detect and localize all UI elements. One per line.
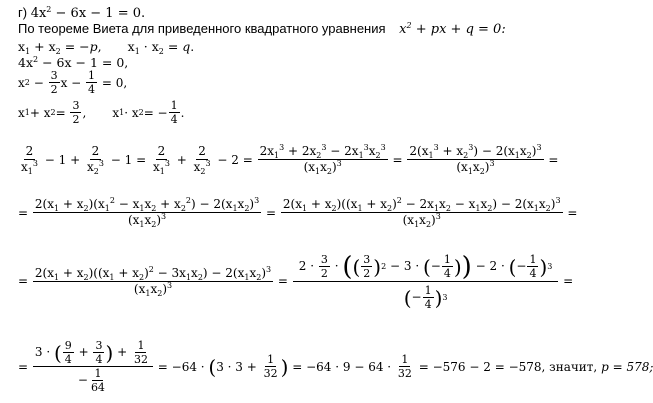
expression-step-2: = $\frac{2(x_1 + x_2)(x_1^2 - x_1x_2 + x_2^2) - 2(x_1x_2)^3}{(x_1x_2)^3}$ = $\frac{2(x_1 + x_2)((x_1 + x_2)^2 - 2x_1x_2 - x_1x_2) - 2(x_1x_2)^3}{(x_1x_2)^3}$ = (18, 196, 578, 229)
final-answer: p = 578; (601, 359, 653, 374)
equation-reduced: x 2 − $\frac{3}{2}$ x − $\frac{1}{4}$ = 0, (18, 69, 128, 96)
expression-result: = 3 · ( $\frac{9}{4}$ + $\frac{3}{4}$ ) + $\frac{1}{32}$ − $\frac{1}{64}$ = −64 · ( 3 · 3 + $\frac{1}{32}$ ) = −64 · 9 − 64 · $\frac{1}{32}$ = −576 − 2 = −578, значит, p = 578; (18, 339, 653, 394)
conclusion-word: значит, (549, 359, 598, 374)
vieta-values: x 1 + x 2 = $\frac{3}{2}$ , x 1 · x 2 = − $\frac{1}{4}$ . (18, 99, 185, 126)
vieta-intro-text: По теореме Виета для приведенного квадратного уравнения (18, 21, 386, 36)
expression-step-3: = $\frac{2(x_1 + x_2)((x_1 + x_2)^2 - 3x_1x_2) - 2(x_1x_2)^3}{(x_1x_2)^3}$ = 2 · $\frac{3}{2}$ · ( ( $\frac{3}{2}$ ) 2 − 3 · ( − $\frac{1}{4}$ ) ) − 2 · ( − $\frac{1}{4}$ ) 3 ( − $\frac{1}{4}$ ) 3 = (18, 251, 574, 311)
expression-step-1: $\frac{2}{x_1^3}$ − 1 + $\frac{2}{x_2^3}$ − 1 = $\frac{2}{x_1^3}$ + $\frac{2}{x_2^3}$ − 2 = $\frac{2x_1^3 + 2x_2^3 - 2x_1^3x_2^3}{(x_1x_2)^3}$ = $\frac{2(x_1^3 + x_2^3) - 2(x_1x_2)^3}{(x_1x_2)^3}$ = (21, 143, 559, 176)
problem-statement: г) $4x^2 - 6x - 1 = 0$. (18, 5, 146, 21)
equation-original: $4x^2 - 6x - 1 = 0$, (18, 55, 129, 70)
vieta-relations: $x_1 + x_2 = -p$, $x_1 \cdot x_2 = q$. (18, 39, 195, 56)
vieta-intro: По теореме Виета для приведенного квадратного уравнения $x^2$ + px + q = 0: (18, 21, 506, 37)
